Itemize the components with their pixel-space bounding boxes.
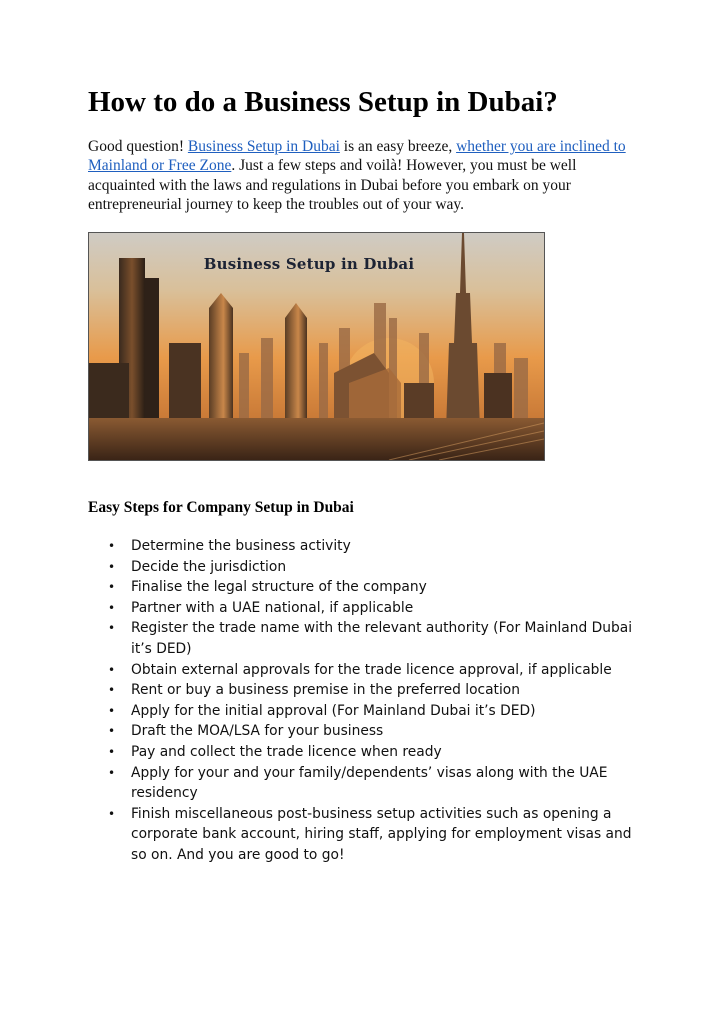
list-item	[108, 742, 638, 763]
list-item-text: Draft the MOA/LSA for your business	[131, 723, 384, 740]
bullet-icon: •	[108, 621, 116, 636]
list-item	[108, 763, 638, 804]
bullet-icon: •	[108, 806, 116, 821]
list-item	[108, 536, 638, 557]
list-item	[108, 680, 638, 701]
bullet-icon: •	[108, 559, 116, 574]
bullet-icon: •	[108, 765, 116, 780]
bullet-icon: •	[108, 662, 116, 677]
bullet-icon: •	[108, 683, 116, 698]
business-setup-link[interactable]: Business Setup in Dubai	[187, 138, 340, 155]
list-item	[108, 577, 638, 598]
intro-rest-text: . Just a few steps and voilà! However, you must be well acquainted with the laws and regulations in Dubai before you embark on your entrepreneurial journey to keep the troubles out of your way.	[88, 157, 577, 213]
list-item	[108, 721, 638, 742]
list-item-text: Pay and collect the trade licence when ready	[131, 743, 442, 760]
steps-list	[108, 536, 638, 866]
bullet-icon: •	[108, 600, 116, 615]
list-item	[108, 660, 638, 681]
list-item-text: Apply for the initial approval (For Mainland Dubai it’s DED)	[131, 702, 536, 719]
intro-paragraph	[88, 137, 628, 214]
bullet-icon: •	[108, 744, 116, 759]
list-item-text: Rent or buy a business premise in the preferred location	[131, 682, 520, 699]
bullet-icon: •	[108, 539, 116, 553]
intro-lead-text: Good question!	[88, 138, 188, 155]
list-item	[108, 804, 638, 866]
list-item	[108, 557, 638, 578]
mainland-free-zone-link[interactable]: whether you are inclined to Mainland or Free Zone	[88, 138, 626, 175]
list-item-text: Apply for your and your family/dependents’ visas along with the UAE residency	[131, 764, 608, 802]
bullet-icon: •	[108, 703, 116, 718]
page-title: How to do a Business Setup in Dubai?	[88, 86, 558, 118]
list-item-text: Determine the business activity	[131, 538, 351, 554]
bullet-icon: •	[108, 724, 116, 739]
intro-mid-text: is an easy breeze,	[339, 138, 457, 155]
list-item-text: Register the trade name with the relevant authority (For Mainland Dubai it’s DED)	[131, 620, 633, 657]
list-item-text: Decide the jurisdiction	[131, 558, 287, 575]
list-item-text: Obtain external approvals for the trade licence approval, if applicable	[131, 661, 612, 678]
list-item-text: Finish miscellaneous post-business setup activities such as opening a corporate bank account, hiring staff, applying for employment visas and so on. And you are good to go!	[131, 805, 632, 863]
list-item-text: Partner with a UAE national, if applicable	[131, 599, 414, 616]
list-item	[108, 618, 638, 659]
bullet-icon: •	[108, 580, 116, 595]
list-item	[108, 598, 638, 619]
steps-heading: Easy Steps for Company Setup in Dubai	[88, 499, 354, 516]
list-item	[108, 701, 638, 722]
dubai-skyline-image	[88, 232, 545, 461]
image-caption: Business Setup in Dubai	[203, 255, 415, 273]
list-item-text: Finalise the legal structure of the company	[131, 579, 427, 596]
